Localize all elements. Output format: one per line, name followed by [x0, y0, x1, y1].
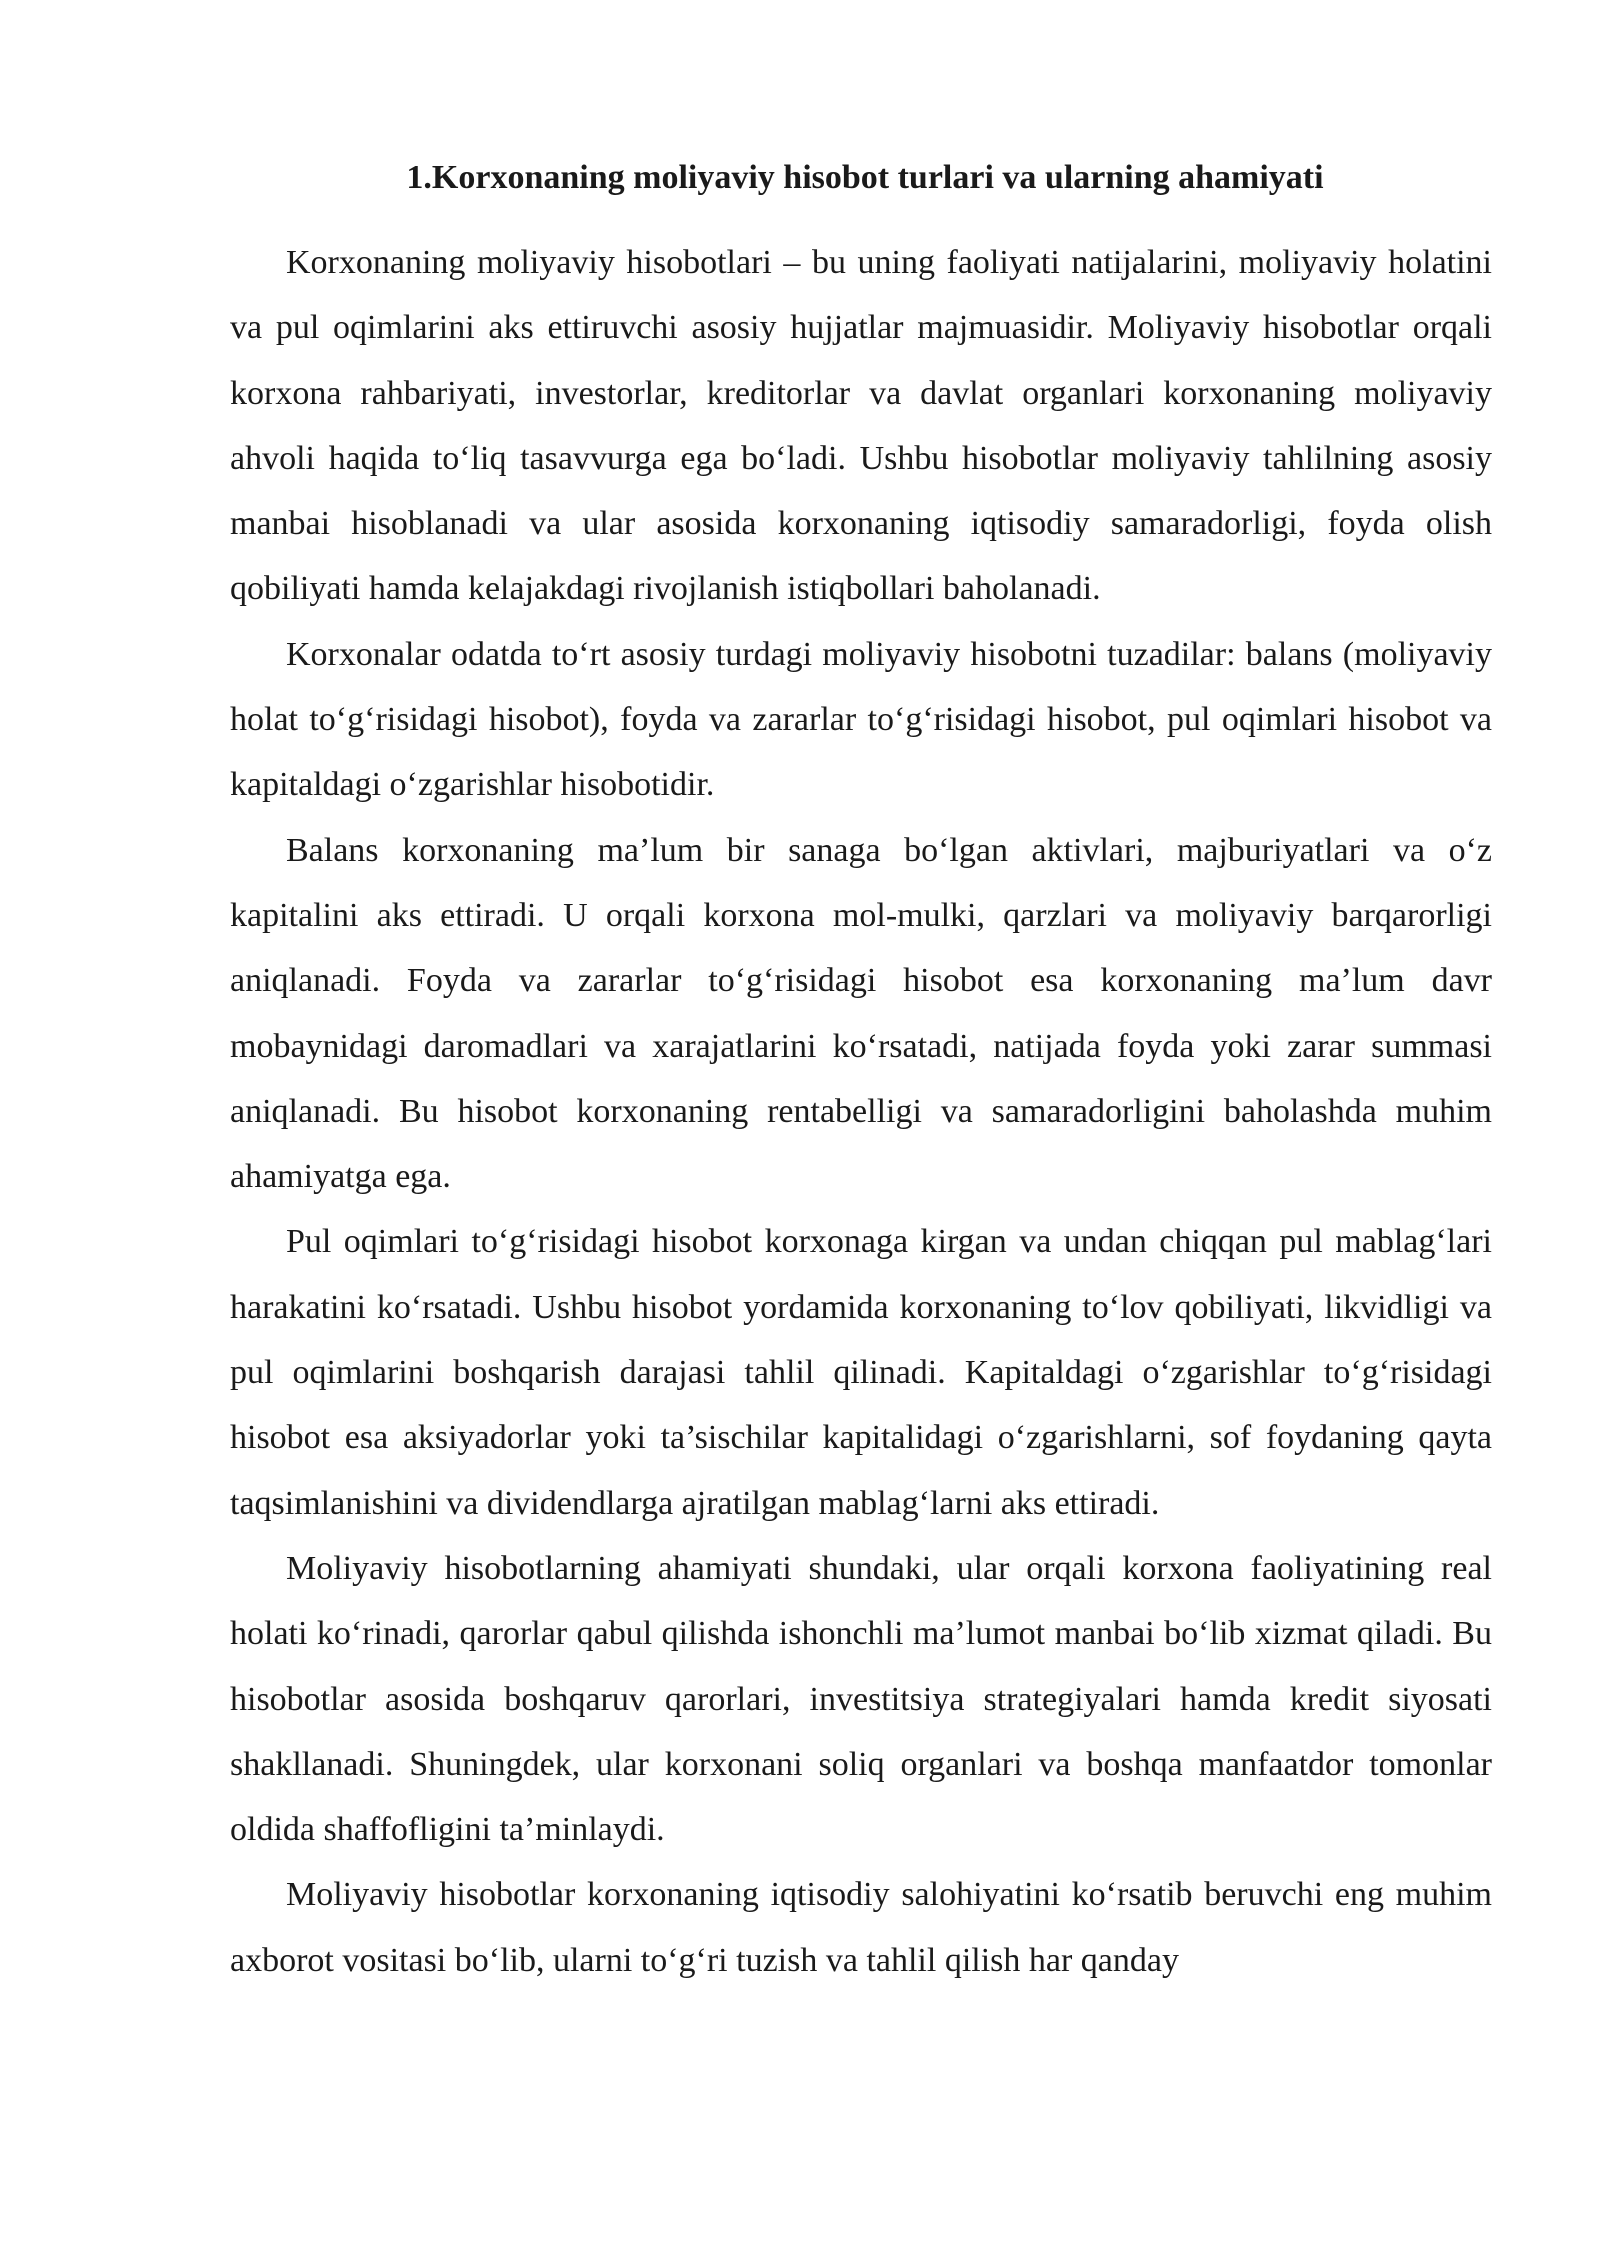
document-page	[230, 148, 1492, 1993]
paragraph-5: Moliyaviy hisobotlarning ahamiyati shundaki, ular orqali korxona faoliyatining real holati ko‘rinadi, qarorlar qabul qilishda ishonchli ma’lumot manbai bo‘lib xizmat qiladi. Bu hisobotlar asosida boshqaruv qarorlari, investitsiya strategiyalari hamda kredit siyosati shakllanadi. Shuningdek, ular korxonani soliq organlari va boshqa manfaatdor tomonlar oldida shaffofligini ta’minlaydi.	[230, 1549, 1492, 1849]
paragraph-3: Balans korxonaning ma’lum bir sanaga bo‘lgan aktivlari, majburiyatlari va o‘z kapitalini aks ettiradi. U orqali korxona mol-mulki, qarzlari va moliyaviy barqarorligi aniqlanadi. Foyda va zararlar to‘g‘risidagi hisobot esa korxonaning ma’lum davr mobaynidagi daromadlari va xarajatlarini ko‘rsatadi, natijada foyda yoki zarar summasi aniqlanadi. Bu hisobot korxonaning rentabelligi va samaradorligini baholashda muhim ahamiyatga ega.	[230, 831, 1492, 1196]
paragraph-4: Pul oqimlari to‘g‘risidagi hisobot korxonaga kirgan va undan chiqqan pul mablag‘lari harakatini ko‘rsatadi. Ushbu hisobot yordamida korxonaning to‘lov qobiliyati, likvidligi va pul oqimlarini boshqarish darajasi tahlil qilinadi. Kapitaldagi o‘zgarishlar to‘g‘risidagi hisobot esa aksiyadorlar yoki ta’sischilar kapitalidagi o‘zgarishlarni, sof foydaning qayta taqsimlanishini va dividendlarga ajratilgan mablag‘larni aks ettiradi.	[230, 1223, 1492, 1522]
paragraph-2: Korxonalar odatda to‘rt asosiy turdagi moliyaviy hisobotni tuzadilar: balans (moliyaviy holat to‘g‘risidagi hisobot), foyda va zararlar to‘g‘risidagi hisobot, pul oqimlari hisobot va kapitaldagi o‘zgarishlar hisobotidir.	[230, 635, 1492, 804]
paragraph-6: Moliyaviy hisobotlar korxonaning iqtisodiy salohiyatini ko‘rsatib beruvchi eng muhim axborot vositasi bo‘lib, ularni to‘g‘ri tuzish va tahlil qilish har qanday	[230, 1876, 1492, 1979]
section-heading: 1.Korxonaning moliyaviy hisobot turlari va ularning ahamiyati	[406, 159, 1324, 196]
paragraph-1: Korxonaning moliyaviy hisobotlari – bu uning faoliyati natijalarini, moliyaviy holatini va pul oqimlarini aks ettiruvchi asosiy hujjatlar majmuasidir. Moliyaviy hisobotlar orqali korxona rahbariyati, investorlar, kreditorlar va davlat organlari korxonaning moliyaviy ahvoli haqida to‘liq tasavvurga ega bo‘ladi. Ushbu hisobotlar moliyaviy tahlilning asosiy manbai hisoblanadi va ular asosida korxonaning iqtisodiy samaradorligi, foyda olish qobiliyati hamda kelajakdagi rivojlanish istiqbollari baholanadi.	[230, 244, 1492, 608]
